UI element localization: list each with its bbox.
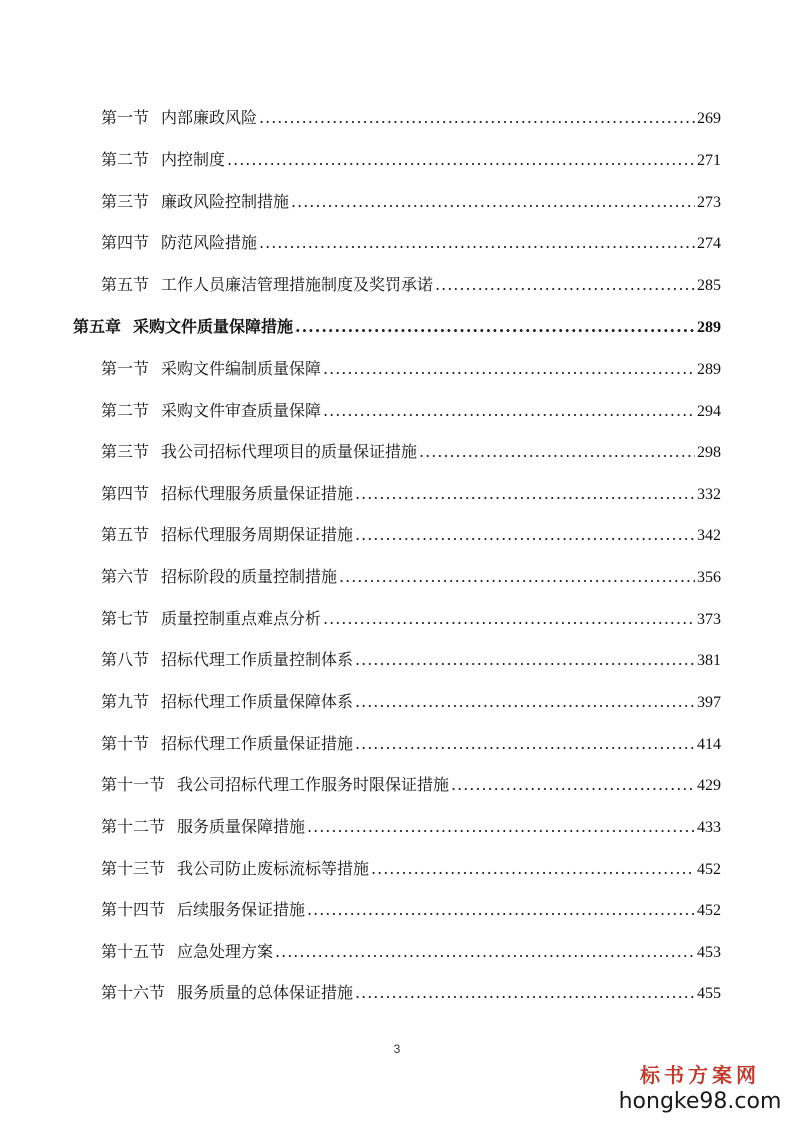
toc-page-number: 397 [697, 694, 721, 711]
toc-number: 第一节 [101, 359, 150, 378]
toc-row[interactable] [101, 564, 721, 590]
toc-number: 第十节 [101, 734, 150, 753]
toc-page-number: 271 [697, 152, 721, 169]
toc-label [73, 314, 293, 340]
watermark-url: hongke98.com [618, 1089, 782, 1114]
toc-row[interactable] [101, 356, 721, 382]
toc-leader-dots [339, 564, 695, 590]
toc-title: 招标阶段的质量控制措施 [161, 567, 338, 586]
toc-title: 采购文件编制质量保障 [161, 359, 322, 378]
toc-page-number: 289 [697, 361, 721, 378]
toc-leader-dots [259, 105, 695, 131]
toc-title: 招标代理工作质量保障体系 [161, 692, 354, 711]
toc-number: 第三节 [101, 442, 150, 461]
toc-page-number: 356 [697, 569, 721, 586]
toc-number: 第四节 [101, 484, 150, 503]
toc-page-number: 433 [697, 819, 721, 836]
toc-title: 招标代理工作质量控制体系 [161, 650, 354, 669]
toc-page-number: 289 [697, 319, 721, 336]
toc-title: 廉政风险控制措施 [161, 192, 290, 211]
toc-leader-dots [307, 897, 695, 923]
toc-title: 招标代理服务质量保证措施 [161, 484, 354, 503]
toc-title: 内控制度 [161, 150, 226, 169]
toc-row[interactable] [101, 398, 721, 424]
toc-row[interactable] [101, 772, 721, 798]
toc-leader-dots [435, 272, 695, 298]
toc-title: 招标代理服务周期保证措施 [161, 525, 354, 544]
toc-leader-dots [295, 314, 695, 340]
toc-page-number: 455 [697, 985, 721, 1002]
toc-title: 服务质量的总体保证措施 [177, 983, 354, 1002]
toc-title: 我公司招标代理工作服务时限保证措施 [177, 775, 450, 794]
toc-leader-dots [355, 689, 695, 715]
toc-label [101, 398, 321, 424]
toc-title: 我公司招标代理项目的质量保证措施 [161, 442, 418, 461]
toc-leader-dots [291, 189, 695, 215]
toc-label [101, 897, 305, 923]
toc-label [101, 856, 369, 882]
toc-number: 第十五节 [101, 942, 166, 961]
toc-row[interactable] [101, 147, 721, 173]
toc-row[interactable] [101, 105, 721, 131]
toc-page-number: 332 [697, 486, 721, 503]
toc-row[interactable] [101, 230, 721, 256]
toc-page-number: 285 [697, 277, 721, 294]
toc-leader-dots [355, 647, 695, 673]
toc-leader-dots [419, 439, 695, 465]
toc-number: 第七节 [101, 609, 150, 628]
toc-label [101, 731, 353, 757]
toc-row[interactable] [101, 439, 721, 465]
toc-page-number: 452 [697, 902, 721, 919]
toc-label [101, 105, 257, 131]
toc-page-number: 298 [697, 444, 721, 461]
toc-number: 第五章 [73, 317, 122, 336]
toc-row[interactable] [101, 189, 721, 215]
toc-row[interactable] [101, 814, 721, 840]
toc-label [101, 814, 305, 840]
watermark [615, 1062, 785, 1116]
toc-number: 第九节 [101, 692, 150, 711]
toc-row[interactable] [101, 647, 721, 673]
toc-leader-dots [323, 398, 695, 424]
toc-label [101, 564, 337, 590]
toc-label [101, 356, 321, 382]
toc-title: 应急处理方案 [177, 942, 274, 961]
toc-number: 第六节 [101, 567, 150, 586]
toc-page-number: 414 [697, 736, 721, 753]
toc-row[interactable] [101, 522, 721, 548]
toc-page-number: 294 [697, 403, 721, 420]
toc-leader-dots [323, 356, 695, 382]
toc-row[interactable] [101, 689, 721, 715]
toc-title: 服务质量保障措施 [177, 817, 306, 836]
toc-page-number: 452 [697, 861, 721, 878]
toc-leader-dots [355, 731, 695, 757]
toc-leader-dots [259, 230, 695, 256]
toc-page-number: 269 [697, 110, 721, 127]
toc-title: 招标代理工作质量保证措施 [161, 734, 354, 753]
toc-label [101, 439, 417, 465]
toc-leader-dots [355, 481, 695, 507]
toc-title: 质量控制重点难点分析 [161, 609, 322, 628]
toc-label [101, 980, 353, 1006]
toc-label [101, 522, 353, 548]
toc-page-number: 453 [697, 944, 721, 961]
toc-label [101, 481, 353, 507]
toc-row[interactable] [101, 939, 721, 965]
toc-leader-dots [355, 522, 695, 548]
toc-leader-dots [323, 606, 695, 632]
toc-title: 采购文件质量保障措施 [133, 317, 294, 336]
toc-number: 第十四节 [101, 900, 166, 919]
toc-row[interactable] [101, 897, 721, 923]
toc-title: 工作人员廉洁管理措施制度及奖罚承诺 [161, 275, 434, 294]
toc-label [101, 689, 353, 715]
toc-title: 防范风险措施 [161, 233, 258, 252]
toc-page-number: 342 [697, 527, 721, 544]
toc-number: 第八节 [101, 650, 150, 669]
toc-title: 后续服务保证措施 [177, 900, 306, 919]
toc-number: 第十二节 [101, 817, 166, 836]
toc-leader-dots [371, 856, 695, 882]
toc-chapter-row[interactable] [73, 314, 721, 340]
toc-label [101, 772, 449, 798]
toc-row[interactable] [101, 731, 721, 757]
toc-label [101, 272, 433, 298]
toc-row[interactable] [101, 980, 721, 1006]
toc-number: 第二节 [101, 401, 150, 420]
page-number: 3 [393, 1042, 401, 1056]
toc-leader-dots [275, 939, 695, 965]
toc-number: 第十六节 [101, 983, 166, 1002]
toc-page-number: 274 [697, 235, 721, 252]
toc-number: 第四节 [101, 233, 150, 252]
toc-row[interactable] [101, 272, 721, 298]
toc-row[interactable] [101, 856, 721, 882]
toc-label [101, 939, 273, 965]
toc-label [101, 189, 289, 215]
toc-page-number: 381 [697, 652, 721, 669]
toc-page-number: 373 [697, 611, 721, 628]
toc-number: 第十三节 [101, 859, 166, 878]
toc-number: 第一节 [101, 108, 150, 127]
toc-page-number: 273 [697, 194, 721, 211]
toc-number: 第二节 [101, 150, 150, 169]
toc-number: 第三节 [101, 192, 150, 211]
toc-label [101, 647, 353, 673]
toc-title: 我公司防止废标流标等措施 [177, 859, 370, 878]
toc-leader-dots [307, 814, 695, 840]
watermark-title: 标书方案网 [640, 1063, 760, 1087]
toc-leader-dots [227, 147, 695, 173]
toc-leader-dots [451, 772, 695, 798]
toc-label [101, 606, 321, 632]
toc-title: 内部廉政风险 [161, 108, 258, 127]
toc-page-number: 429 [697, 777, 721, 794]
toc-title: 采购文件审查质量保障 [161, 401, 322, 420]
toc-number: 第五节 [101, 275, 150, 294]
toc-row[interactable] [101, 606, 721, 632]
toc-label [101, 147, 225, 173]
toc-label [101, 230, 257, 256]
toc-row[interactable] [101, 481, 721, 507]
toc-number: 第十一节 [101, 775, 166, 794]
toc-number: 第五节 [101, 525, 150, 544]
toc-leader-dots [355, 980, 695, 1006]
